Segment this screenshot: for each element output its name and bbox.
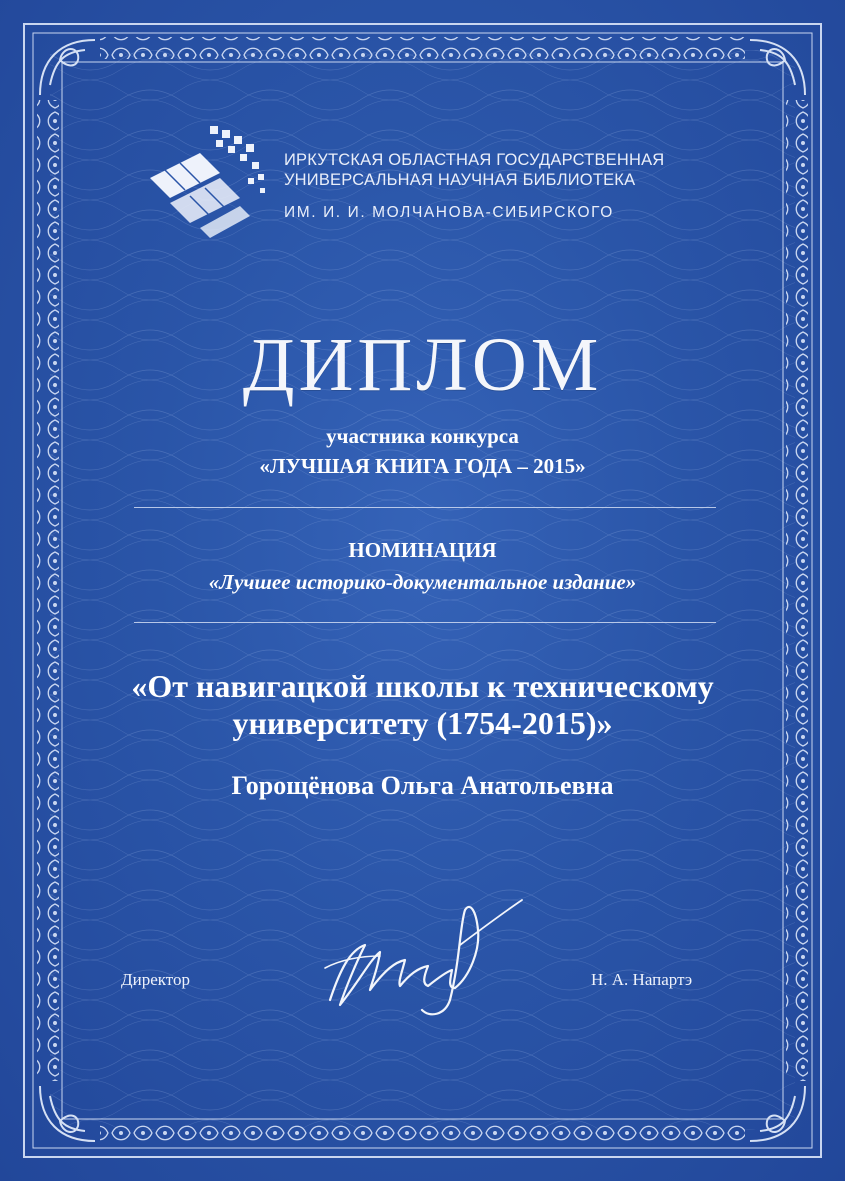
signature-icon <box>310 890 540 1020</box>
book-title-line-1: «От навигацкой школы к техническому <box>131 668 714 704</box>
organization-line-3: ИМ. И. И. МОЛЧАНОВА-СИБИРСКОГО <box>284 204 614 221</box>
organization-line-2: УНИВЕРСАЛЬНАЯ НАУЧНАЯ БИБЛИОТЕКА <box>284 171 636 189</box>
recipient-name: Горощёнова Ольга Анатольевна <box>231 771 614 800</box>
organization-name <box>284 150 664 222</box>
divider-top <box>134 507 716 508</box>
signatory-role: Директор <box>121 970 190 989</box>
divider-bottom <box>134 622 716 623</box>
diploma-title: ДИПЛОМ <box>242 323 603 407</box>
organization-line-1: ИРКУТСКАЯ ОБЛАСТНАЯ ГОСУДАРСТВЕННАЯ <box>284 151 665 169</box>
library-logo-icon <box>140 118 280 248</box>
nomination-name: «Лучшее историко-документальное издание» <box>208 570 637 594</box>
nomination-label: НОМИНАЦИЯ <box>348 538 497 562</box>
contest-name: «ЛУЧШАЯ КНИГА ГОДА – 2015» <box>259 454 586 478</box>
signatory-name: Н. А. Напартэ <box>591 970 693 989</box>
book-title-line-2: университету (1754-2015)» <box>232 705 613 741</box>
diploma-subtitle: участника конкурса <box>326 424 519 448</box>
